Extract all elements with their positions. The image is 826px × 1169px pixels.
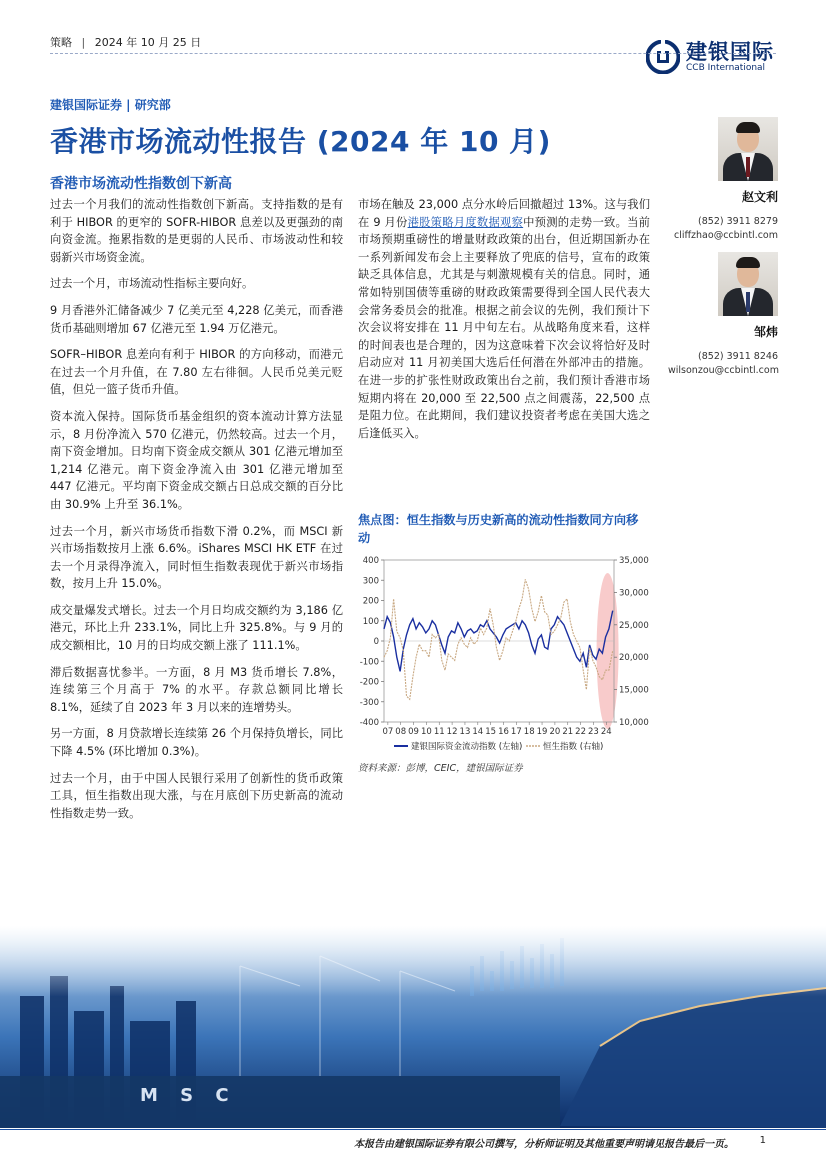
left-axis-tick-label: 400 xyxy=(362,556,379,566)
x-axis-tick-label: 14 xyxy=(472,727,484,737)
footer-disclaimer: 本报告由建银国际证券有限公司撰写，分析师证明及其他重要声明请见报告最后一页。 xyxy=(354,1139,734,1150)
x-axis-tick-label: 24 xyxy=(600,727,612,737)
logo-subname: CCB International xyxy=(686,62,766,73)
analyst-name: 赵文利 xyxy=(741,190,778,204)
report-title: 香港市场流动性报告 (2024 年 10 月) xyxy=(50,125,551,158)
figure-title: 焦点图：恒生指数与历史新高的流动性指数同方向移动 xyxy=(358,513,639,545)
paragraph: 资本流入保持。国际货币基金组织的资本流动计算方法显示，8 月份净流入 570 亿港元，仍然较高。过去一个月，南下资金增加。日均南下资金成交额从 301 亿港元增加至 1,214 亿港元。南下资金净流入由 301 亿港元增加至 447 亿港元。平均南下资金成交额占日总成交额的百分比由 30.9% 上升至 36.1%。 xyxy=(50,409,343,511)
header-divider xyxy=(50,53,776,54)
right-axis-tick-label: 35,000 xyxy=(619,556,649,566)
left-axis-tick-label: 300 xyxy=(362,576,379,587)
paragraph: 另一方面，8 月贷款增长连续第 26 个月保持负增长，同比下降 4.5% (环比增加 0.3%)。 xyxy=(50,727,343,759)
right-axis-tick-label: 10,000 xyxy=(619,718,649,728)
x-axis-tick-label: 07 xyxy=(382,727,394,737)
right-axis-tick-label: 15,000 xyxy=(619,685,649,696)
report-link[interactable]: 港股策略月度数据观察 xyxy=(407,215,524,229)
right-axis-tick-label: 20,000 xyxy=(619,653,649,664)
analyst-photo xyxy=(718,117,778,181)
x-axis-tick-label: 21 xyxy=(562,727,574,737)
company-logo xyxy=(646,40,774,74)
analyst-email[interactable]: wilsonzou@ccbintl.com xyxy=(668,365,779,376)
x-axis-tick-label: 16 xyxy=(498,727,509,737)
firm-department: 建银国际证券 | 研究部 xyxy=(50,98,171,112)
right-axis-tick-label: 30,000 xyxy=(619,588,649,599)
legend-label-liquidity: 建银国际资金流动指数 (左轴) xyxy=(411,742,523,752)
report-date: 2024 年 10 月 25 日 xyxy=(94,36,202,49)
x-axis-tick-label: 10 xyxy=(420,727,432,737)
analyst-name: 邹炜 xyxy=(753,325,778,339)
header-bar xyxy=(50,34,201,50)
liquidity-chart xyxy=(356,552,656,760)
left-axis-tick-label: 100 xyxy=(362,616,379,627)
x-axis-tick-label: 20 xyxy=(549,727,561,737)
x-axis-tick-label: 09 xyxy=(408,727,419,737)
right-axis-tick-label: 25,000 xyxy=(619,620,649,631)
x-axis-tick-label: 13 xyxy=(459,727,471,737)
x-axis-tick-label: 08 xyxy=(395,727,407,737)
left-axis-tick-label: 0 xyxy=(373,637,379,647)
x-axis-tick-label: 19 xyxy=(536,727,548,737)
paragraph: 过去一个月我们的流动性指数创下新高。支持指数的是有利于 HIBOR 的更窄的 SOFR-HIBOR 息差以及更强劲的南向资金流。拖累指数的是更弱的人民币、市场波动性和较弱新兴市场资金流。 xyxy=(50,198,343,264)
paragraph: SOFR–HIBOR 息差向有利于 HIBOR 的方向移动，而港元在过去一个月升值，在 7.80 左右徘徊。人民币兑美元贬值，但兑一篮子货币升值。 xyxy=(50,348,343,397)
analyst-photo xyxy=(718,252,778,316)
x-axis-tick-label: 22 xyxy=(575,727,587,737)
x-axis-tick-label: 18 xyxy=(523,727,535,737)
separator: | xyxy=(81,36,86,49)
paragraph: 过去一个月，新兴市场货币指数下滑 0.2%，而 MSCI 新兴市场指数按月上涨 6.6%。iShares MSCI HK ETF 在过去一个月录得净流入，同时恒生指数表现优于新兴市场指数，按月上升 15.0%。 xyxy=(50,524,343,591)
paragraph: 过去一个月，市场流动性指标主要向好。 xyxy=(50,277,254,291)
category-label: 策略 xyxy=(50,36,72,49)
text-run: 市场在触及 23,000 点分水岭后回撤超过 13%。这与我们在 9 月份 xyxy=(358,198,650,229)
city-port-banner xyxy=(0,926,826,1128)
text-run: 中预测的走势一致。当前市场预期重磅性的增量财政政策的出台，但近期国新办在一系列新闻发布会上主要释放了兜底的信号，宣布的政策缺乏具体信息，尤其是与刺激规模有关的信息。同时，通常如特别国债等重磅的财政政策需要得到全国人民代表大会常务委员会的批准。根据之前会议的先例，我们预计下次会议将安排在 11 月中旬左右。从战略角度来看，这样的时间表也是合理的，因为这意味着下次会议将恰好及时启动应对 11 月初美国大选后任何潜在外部冲击的措施。在进一步的扩张性财政政策出台之前，我们预计香港市场短期内将在 20,000 至 22,500 点之间震荡，22,500 点是阻力位。在此期间，我们建议投资者考虑在美国大选之后逢低买入。 xyxy=(358,215,650,440)
footer-divider xyxy=(0,1129,826,1130)
paragraph xyxy=(358,196,650,442)
page-number: 1 xyxy=(759,1135,766,1146)
left-axis-tick-label: -400 xyxy=(359,718,379,728)
left-axis-tick-label: -200 xyxy=(359,677,379,688)
analyst-card xyxy=(668,252,778,378)
figure-source: 资料来源：彭博，CEIC，建银国际证券 xyxy=(358,763,523,774)
x-axis-tick-label: 23 xyxy=(588,727,599,737)
ccb-logo-icon xyxy=(646,40,680,74)
analyst-phone: (852) 3911 8279 xyxy=(698,216,778,227)
left-axis-tick-label: 200 xyxy=(362,596,379,607)
x-axis-tick-label: 15 xyxy=(485,727,497,737)
x-axis-tick-label: 11 xyxy=(433,727,445,737)
left-axis-tick-label: -300 xyxy=(359,697,379,708)
paragraph: 滞后数据喜忧参半。一方面，8 月 M3 货币增长 7.8%，连续第三个月高于 7% 的水平。存款总额同比增长 8.1%，延续了自 2023 年 3 月以来的连增势头。 xyxy=(50,665,343,714)
left-column xyxy=(50,196,343,831)
left-axis-tick-label: -100 xyxy=(359,657,379,668)
analyst-phone: (852) 3911 8246 xyxy=(698,351,778,362)
paragraph: 9 月香港外汇储备减少 7 亿美元至 4,228 亿美元，而香港货币基础则增加 67 亿港元至 1.94 万亿港元。 xyxy=(50,303,343,335)
x-axis-tick-label: 12 xyxy=(446,727,458,737)
paragraph: 过去一个月，由于中国人民银行采用了创新性的货币政策工具，恒生指数出现大涨，与在月底创下历史新高的流动性指数走势一致。 xyxy=(50,771,343,820)
analyst-email[interactable]: cliffzhao@ccbintl.com xyxy=(674,230,778,241)
paragraph: 成交量爆发式增长。过去一个月日均成交额约为 3,186 亿港元，环比上升 233.1%，同比上升 325.8%。与 9 月的成交额相比，10 月的日均成交额上涨了 111.1%。 xyxy=(50,603,343,653)
analyst-card xyxy=(668,117,778,243)
report-subtitle: 香港市场流动性指数创下新高 xyxy=(50,176,232,192)
x-axis-tick-label: 17 xyxy=(510,727,522,737)
mid-column xyxy=(358,196,650,451)
legend-label-hsi: 恒生指数 (右轴) xyxy=(543,742,604,752)
logo-name: 建银国际 xyxy=(686,39,774,64)
